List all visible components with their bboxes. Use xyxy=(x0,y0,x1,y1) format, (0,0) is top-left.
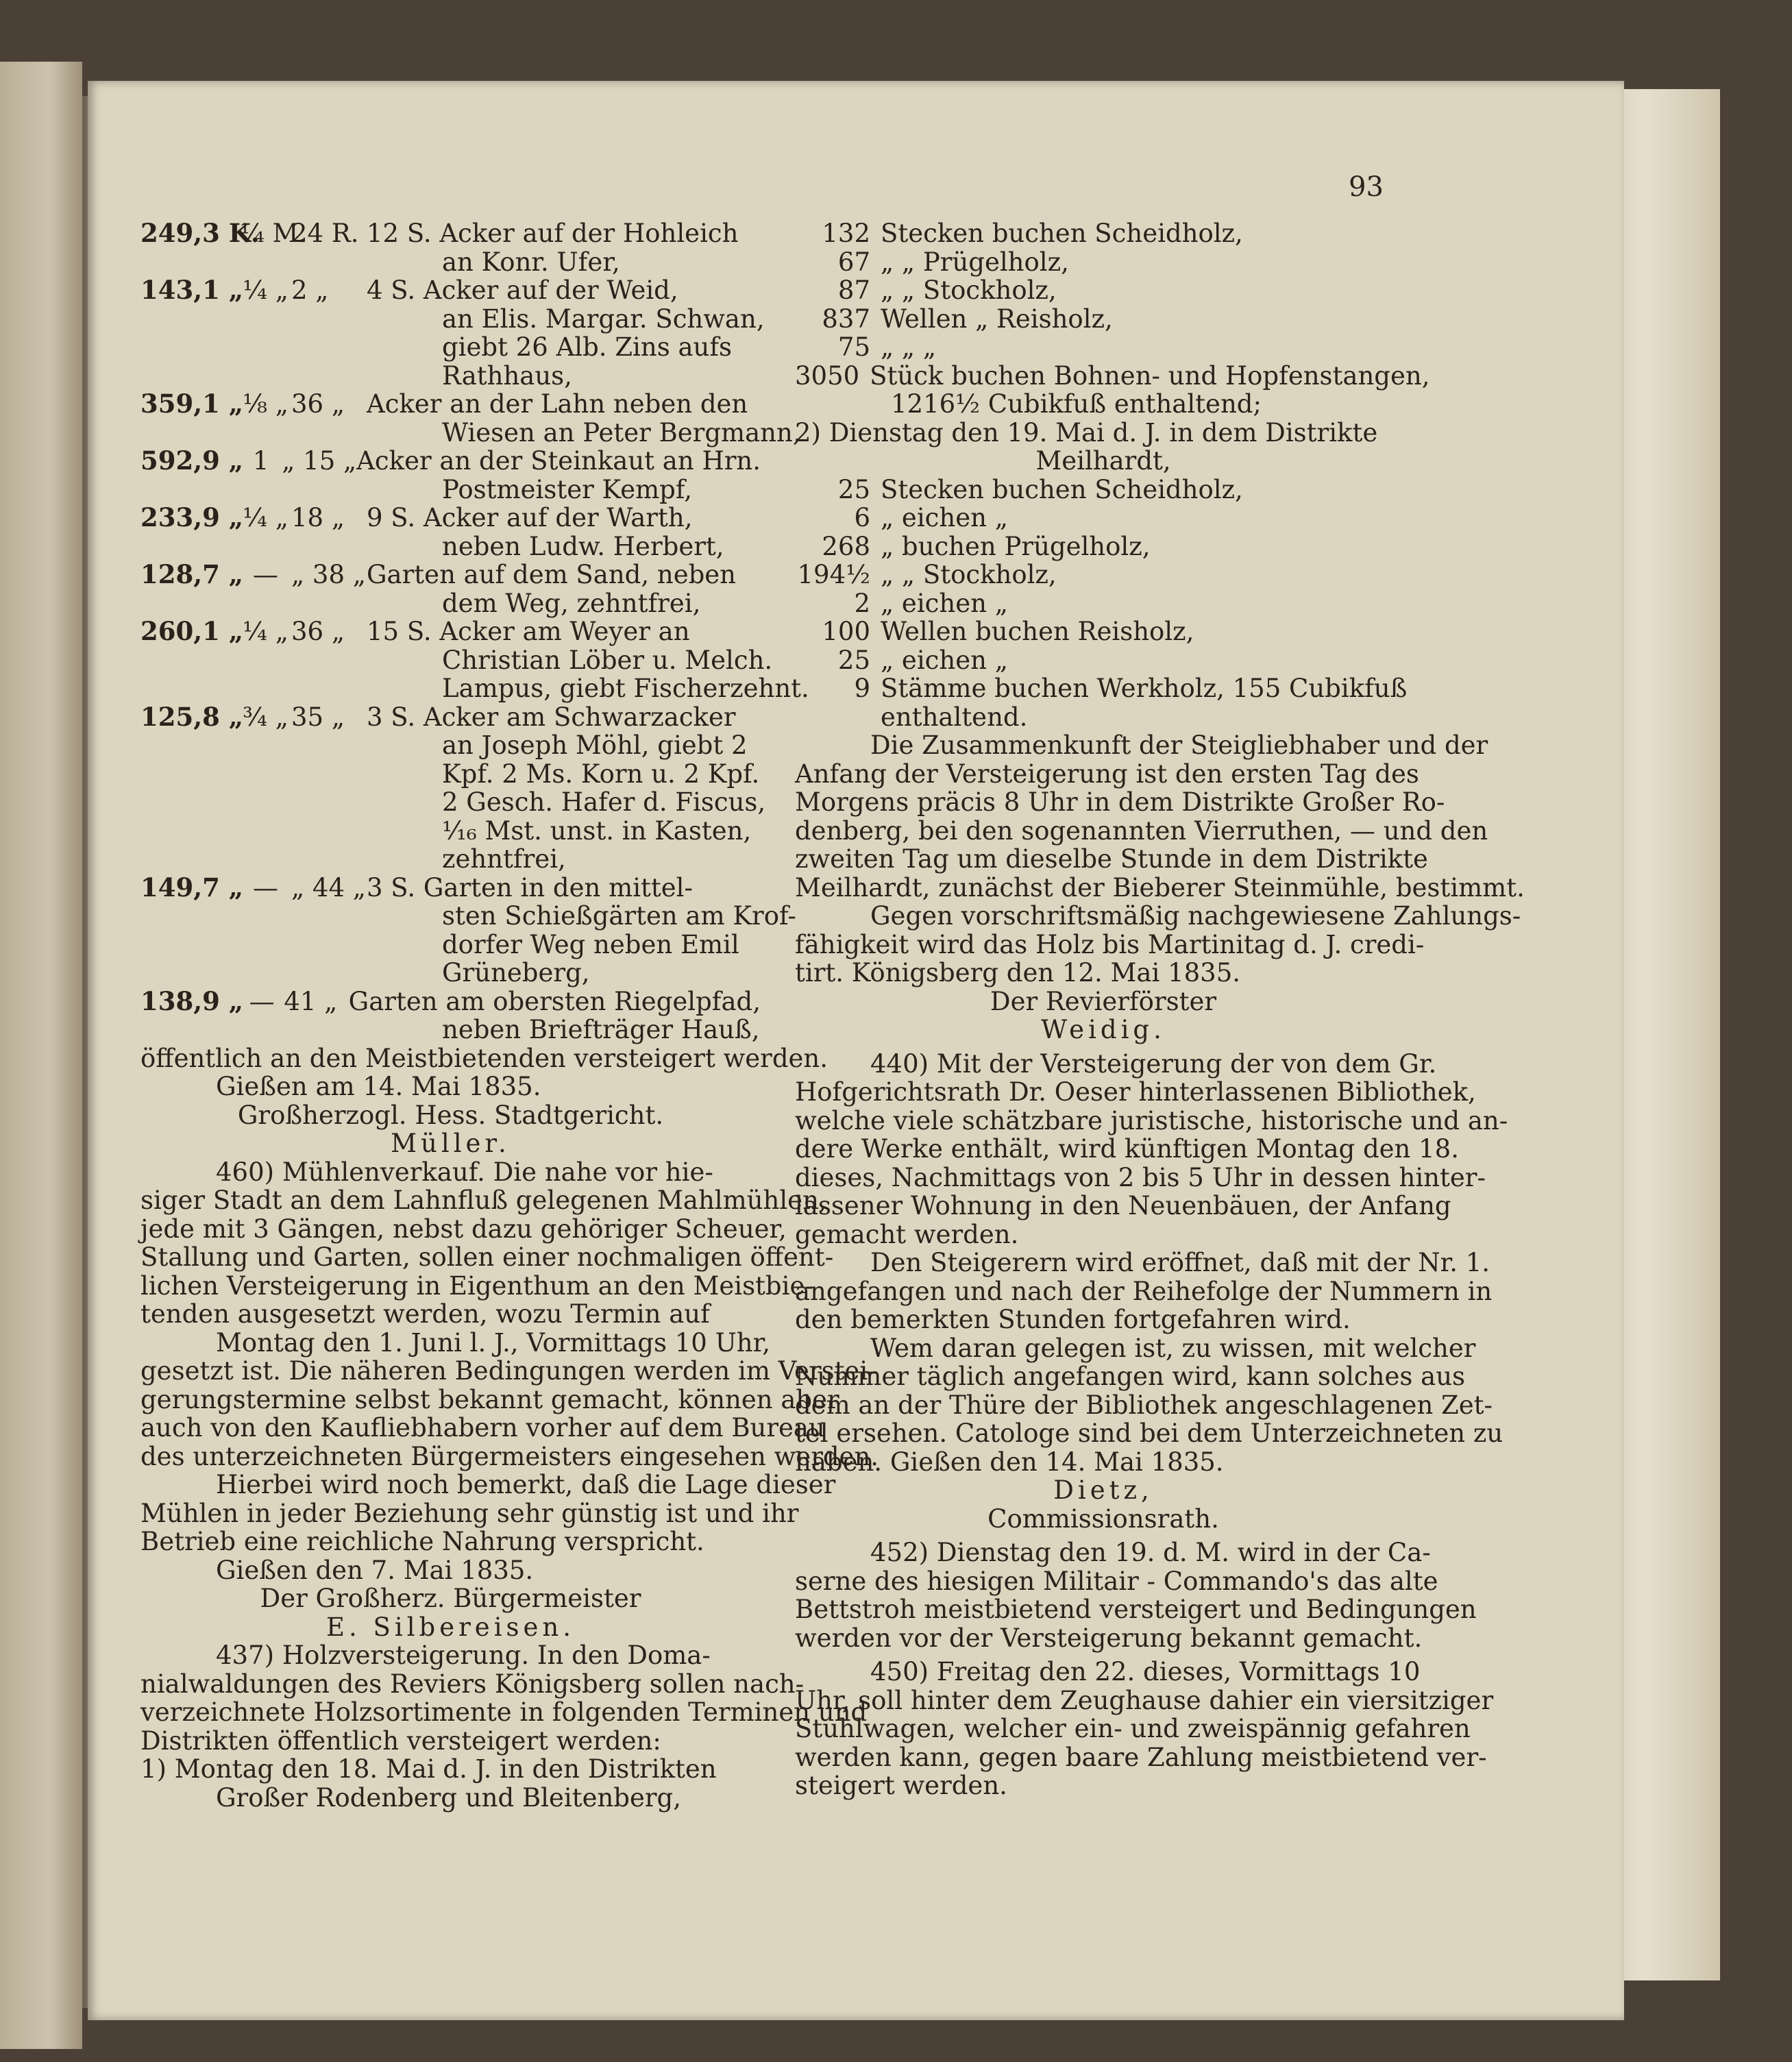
parcel-description: Garten am obersten Riegelpfad, xyxy=(348,986,761,1016)
wood-quantity: 268 xyxy=(822,531,870,561)
wood-type: „ eichen „ xyxy=(881,645,1008,675)
notice-437-text: Gegen vorschriftsmäßig nachgewiesene Zahlungs- xyxy=(870,901,1521,931)
parcel-description-cont: ¹⁄₁₆ Mst. unst. in Kasten, xyxy=(442,815,752,846)
notice-440-line: Hofgerichtsrath Dr. Oeser hinterlassenen Bibliothek, xyxy=(795,1077,1476,1107)
parcel-description-cont: neben Briefträger Hauß, xyxy=(442,1015,760,1044)
notice-460-line: auch von den Kaufliebhabern vorher auf dem Bureau xyxy=(140,1413,825,1443)
forester-name: Weidig. xyxy=(1041,1015,1166,1044)
parcel-number: 249,3 K. xyxy=(140,218,260,248)
parcel-entry xyxy=(140,703,761,732)
wood-type: „ buchen Prügelholz, xyxy=(881,531,1151,561)
parcel-number: 149,7 „ xyxy=(140,872,244,903)
wood-quantity: 87 xyxy=(837,275,870,305)
parcel-description: 4 S. Acker auf der Weid, xyxy=(367,275,678,305)
parcel-description-cont: Christian Löber u. Melch. xyxy=(442,645,773,675)
notice-440-line: gemacht werden. xyxy=(795,1219,1019,1249)
parcel-morgen: ¼ „ xyxy=(243,503,289,532)
notice-437-text: tirt. Königsberg den 12. Mai 1835. xyxy=(795,958,1240,987)
notice-452-line: werden vor der Versteigerung bekannt gemacht. xyxy=(795,1623,1423,1653)
parcel-entry xyxy=(140,874,761,903)
parcel-description-cont: Wiesen an Peter Bergmann, xyxy=(442,417,801,447)
parcel-number: 233,9 „ xyxy=(140,502,244,532)
notice-460-line: jede mit 3 Gängen, nebst dazu gehöriger Scheuer, xyxy=(140,1214,787,1244)
wood-type: Stecken buchen Scheidholz, xyxy=(881,219,1243,248)
wood-quantity: 25 xyxy=(837,645,870,675)
wood-lot-row xyxy=(795,617,1412,646)
notice-440-line: haben. Gießen den 14. Mai 1835. xyxy=(795,1447,1224,1477)
notice-437-line: Großer Rodenberg und Bleitenberg, xyxy=(216,1782,682,1813)
parcel-description-cont: dorfer Weg neben Emil xyxy=(442,929,739,959)
notice-460-line: gesetzt ist. Die näheren Bedingungen werden im Verstei- xyxy=(140,1356,876,1386)
wood-type: „ eichen „ xyxy=(881,503,1008,532)
parcel-description: Garten auf dem Sand, neben xyxy=(367,560,737,589)
wood-type: „ „ Stockholz, xyxy=(881,560,1057,589)
wood-lot-row xyxy=(795,305,1412,334)
wood-lot-row xyxy=(795,476,1412,504)
parcel-description: 3 S. Garten in den mittel- xyxy=(367,872,693,903)
right-column xyxy=(795,219,1525,1800)
wood-quantity: 75 xyxy=(837,332,870,362)
court-name: Großherzogl. Hess. Stadtgericht. xyxy=(237,1100,664,1130)
parcel-description-cont: an Elis. Margar. Schwan, xyxy=(442,304,765,334)
wood-quantity: 100 xyxy=(822,617,870,646)
page-number: 93 xyxy=(1349,171,1384,203)
parcel-morgen: ¼ „ xyxy=(243,617,289,646)
parcel-entry xyxy=(140,561,761,589)
notice-450-line: werden kann, gegen baare Zahlung meistbietend ver- xyxy=(795,1742,1487,1772)
notice-450-line: Stuhlwagen, welcher ein- und zweispännig gefahren xyxy=(795,1714,1471,1743)
forester-title: Der Revierförster xyxy=(990,986,1217,1016)
parcel-morgen: — xyxy=(249,986,275,1016)
notice-440-line: dieses, Nachmittags von 2 bis 5 Uhr in dessen hinter- xyxy=(795,1162,1486,1192)
notice-460-signer: E. Silbereisen. xyxy=(326,1612,576,1642)
wood-lot-row xyxy=(795,674,1412,703)
notice-440-line: dere Werke enthält, wird künftigen Montag den 18. xyxy=(795,1134,1459,1164)
parcel-description-cont: Grüneberg, xyxy=(442,958,590,987)
notice-450-line: 450) Freitag den 22. dieses, Vormittags 10 xyxy=(870,1657,1421,1686)
wood-type: Stämme buchen Werkholz, 155 Cubikfuß xyxy=(881,674,1408,703)
parcel-entry xyxy=(140,276,761,305)
parcel-description-cont: Rathhaus, xyxy=(442,360,572,391)
wood-type: Stecken buchen Scheidholz, xyxy=(881,474,1243,504)
notice-date: Gießen am 14. Mai 1835. xyxy=(216,1072,541,1101)
closing-line: öffentlich an den Meistbietenden versteigert werden. xyxy=(140,1043,829,1073)
wood-lot-row xyxy=(795,646,1412,675)
parcel-ruthen: 18 „ xyxy=(291,503,345,532)
parcel-ruthen: „ 15 „ xyxy=(282,446,357,476)
notice-460-line: Stallung und Garten, sollen einer nochmaligen öffent- xyxy=(140,1242,834,1272)
notice-437-text: fähigkeit wird das Holz bis Martinitag d. J. credi- xyxy=(795,929,1425,959)
parcel-description: 9 S. Acker auf der Warth, xyxy=(367,503,693,532)
notice-437-line: 1) Montag den 18. Mai d. J. in den Distrikten xyxy=(140,1754,717,1784)
notice-460-line: 460) Mühlenverkauf. Die nahe vor hie- xyxy=(216,1157,713,1187)
wood-quantity: 9 xyxy=(854,674,870,703)
parcel-number: 138,9 „ xyxy=(140,985,244,1016)
notice-452-line: 452) Dienstag den 19. d. M. wird in der Ca- xyxy=(870,1538,1431,1567)
parcel-number: 359,1 „ xyxy=(140,389,244,419)
parcel-ruthen: „ 44 „ xyxy=(291,872,366,903)
notice-440-line: 440) Mit der Versteigerung der von dem Gr. xyxy=(870,1048,1437,1079)
notice-437-line: Distrikten öffentlich versteigert werden: xyxy=(140,1726,661,1756)
notice-440-line: den bemerkten Stunden fortgefahren wird. xyxy=(795,1305,1351,1334)
notice-450-line: Uhr, soll hinter dem Zeughause dahier ein viersitziger xyxy=(795,1685,1494,1715)
parcel-entry xyxy=(140,504,761,532)
parcel-morgen: — xyxy=(253,872,278,903)
parcel-entry xyxy=(140,390,761,419)
notice-440-line: lassener Wohnung in den Neuenbäuen, der Anfang xyxy=(795,1191,1451,1220)
wood-type: Stück buchen Bohnen- und Hopfenstangen, xyxy=(870,360,1430,391)
parcel-number: 125,8 „ xyxy=(140,701,244,732)
parcel-number: 592,9 „ xyxy=(140,445,244,476)
parcel-entry xyxy=(140,987,761,1016)
notice-440-line: Nummer täglich angefangen wird, kann solches aus xyxy=(795,1362,1466,1391)
wood-lot-row xyxy=(795,333,1412,362)
parcel-ruthen: 2 „ xyxy=(291,275,329,305)
wood-lot-cont: enthaltend. xyxy=(881,702,1028,732)
notice-460-line: siger Stadt an dem Lahnfluß gelegenen Mahlmühlen, xyxy=(140,1186,827,1215)
wood-lot-row xyxy=(795,561,1412,589)
wood-quantity: 837 xyxy=(822,304,870,334)
notice-437-text: Morgens präcis 8 Uhr in dem Distrikte Großer Ro- xyxy=(795,787,1445,817)
parcel-entry xyxy=(140,447,761,476)
wood-quantity: 3050 xyxy=(795,360,860,391)
wood-type: „ „ „ xyxy=(881,332,937,362)
notice-440-line: angefangen und nach der Reihefolge der Nummern in xyxy=(795,1276,1493,1306)
parcel-morgen: ¼ M. xyxy=(240,219,307,248)
parcel-description-cont: dem Weg, zehntfrei, xyxy=(442,588,701,618)
notice-440-line: welche viele schätzbare juristische, historische und an- xyxy=(795,1105,1508,1136)
wood-lot-row xyxy=(795,532,1412,561)
parcel-description: Acker an der Lahn neben den xyxy=(367,389,748,419)
notice-440-line: dem an der Thüre der Bibliothek angeschlagenen Zet- xyxy=(795,1390,1493,1420)
notice-460-signature: Der Großherz. Bürgermeister xyxy=(260,1584,641,1613)
parcel-description-cont: an Joseph Möhl, giebt 2 xyxy=(442,731,748,760)
parcel-description-cont: sten Schießgärten am Krof- xyxy=(442,901,796,931)
parcel-description-cont: giebt 26 Alb. Zins aufs xyxy=(442,332,733,362)
wood-lot-row xyxy=(795,589,1412,618)
parcel-description-cont: Lampus, giebt Fischerzehnt. xyxy=(442,674,809,703)
wood-lot-row xyxy=(795,219,1412,248)
parcel-ruthen: „ 38 „ xyxy=(291,560,366,589)
notice-450-line: steigert werden. xyxy=(795,1771,1007,1800)
day-2-heading: 2) Dienstag den 19. Mai d. J. in dem Distrikte xyxy=(795,417,1378,447)
wood-quantity: 6 xyxy=(854,503,870,532)
notice-440-signer: Dietz, xyxy=(1053,1475,1153,1505)
notice-460-line: tenden ausgesetzt werden, wozu Termin auf xyxy=(140,1299,710,1329)
notice-437-line: nialwaldungen des Reviers Königsberg sollen nach- xyxy=(140,1669,805,1699)
wood-lot-cont: 1216½ Cubikfuß enthaltend; xyxy=(891,389,1262,419)
notice-460-line: lichen Versteigerung in Eigenthum an den Meistbie- xyxy=(140,1271,813,1301)
parcel-description-cont: Postmeister Kempf, xyxy=(442,474,692,504)
wood-type: Wellen „ Reisholz, xyxy=(881,304,1113,334)
wood-quantity: 67 xyxy=(837,247,870,277)
parcel-ruthen: 36 „ xyxy=(291,617,345,646)
notice-460-line: Hierbei wird noch bemerkt, daß die Lage dieser xyxy=(216,1470,836,1499)
parcel-description-cont: Kpf. 2 Ms. Korn u. 2 Kpf. xyxy=(442,759,760,789)
parcel-morgen: ¼ „ xyxy=(243,275,289,305)
notice-460-line: gerungstermine selbst bekannt gemacht, können aber xyxy=(140,1384,839,1414)
parcel-description: 12 S. Acker auf der Hohleich xyxy=(367,219,739,248)
parcel-description: 15 S. Acker am Weyer an xyxy=(367,617,690,646)
wood-type: Wellen buchen Reisholz, xyxy=(881,617,1194,646)
notice-452-line: Bettstroh meistbietend versteigert und Bedingungen xyxy=(795,1595,1477,1624)
notice-460-line: des unterzeichneten Bürgermeisters eingesehen werden. xyxy=(140,1441,879,1471)
notice-437-text: denberg, bei den sogenannten Vierruthen, — und den xyxy=(795,815,1488,846)
wood-lot-row xyxy=(795,504,1412,532)
notice-437-text: zweiten Tag um dieselbe Stunde in dem Distrikte xyxy=(795,844,1428,874)
day-2-district: Meilhardt, xyxy=(1035,446,1171,476)
notice-437-line: 437) Holzversteigerung. In den Doma- xyxy=(216,1641,711,1670)
parcel-number: 128,7 „ xyxy=(140,559,244,589)
wood-quantity: 132 xyxy=(822,219,870,248)
signer: Müller. xyxy=(391,1129,511,1158)
parcel-description: Acker an der Steinkaut an Hrn. xyxy=(356,446,761,476)
notice-460-line: Mühlen in jeder Beziehung sehr günstig ist und ihr xyxy=(140,1498,799,1528)
parcel-description-cont: 2 Gesch. Hafer d. Fiscus, xyxy=(442,787,766,817)
parcel-ruthen: 24 R. xyxy=(291,219,359,248)
wood-lot-row xyxy=(795,360,1430,391)
parcel-number: 143,1 „ xyxy=(140,275,244,305)
notice-452-line: serne des hiesigen Militair - Commando's das alte xyxy=(795,1566,1438,1596)
notice-437-text: Anfang der Versteigerung ist den ersten Tag des xyxy=(795,759,1419,789)
parcel-number: 260,1 „ xyxy=(140,616,244,646)
notice-440-line: Wem daran gelegen ist, zu wissen, mit welcher xyxy=(870,1333,1476,1363)
wood-type: „ eichen „ xyxy=(881,588,1008,618)
parcel-entry xyxy=(140,219,761,248)
parcel-description: 3 S. Acker am Schwarzacker xyxy=(367,702,736,732)
facing-page-edge xyxy=(0,62,82,2049)
notice-460-line: Betrieb eine reichliche Nahrung verspricht. xyxy=(140,1527,704,1556)
wood-quantity: 194½ xyxy=(797,560,870,589)
parcel-morgen: — xyxy=(253,560,278,589)
notice-437-text: Die Zusammenkunft der Steigliebhaber und der xyxy=(870,731,1488,760)
notice-437-line: verzeichnete Holzsortimente in folgenden Terminen und xyxy=(140,1697,868,1727)
notice-460-line: Montag den 1. Juni l. J., Vormittags 10 Uhr, xyxy=(216,1327,770,1358)
notice-440-line: tel ersehen. Catologe sind bei dem Unterzeichneten zu xyxy=(795,1419,1503,1448)
parcel-description-cont: an Konr. Ufer, xyxy=(442,247,620,277)
wood-type: „ „ Prügelholz, xyxy=(881,247,1069,277)
parcel-ruthen: 36 „ xyxy=(291,389,345,419)
notice-460-line: Gießen den 7. Mai 1835. xyxy=(216,1555,534,1585)
parcel-morgen: ¾ „ xyxy=(243,702,289,732)
wood-lot-row xyxy=(795,248,1412,277)
notice-437-text: Meilhardt, zunächst der Bieberer Steinmühle, bestimmt. xyxy=(795,872,1525,903)
notice-440-line: Den Steigerern wird eröffnet, daß mit der Nr. 1. xyxy=(870,1248,1490,1277)
wood-type: „ „ Stockholz, xyxy=(881,275,1057,305)
parcel-description-cont: neben Ludw. Herbert, xyxy=(442,531,724,561)
notice-440-title: Commissionsrath. xyxy=(987,1503,1219,1534)
wood-quantity: 2 xyxy=(854,588,870,618)
parcel-morgen: 1 xyxy=(252,446,269,476)
wood-quantity: 25 xyxy=(837,474,870,504)
parcel-ruthen: 41 „ xyxy=(284,986,338,1016)
parcel-entry xyxy=(140,617,761,646)
parcel-ruthen: 35 „ xyxy=(291,702,345,732)
parcel-description-cont: zehntfrei, xyxy=(442,844,566,874)
parcel-morgen: ⅛ „ xyxy=(243,389,289,419)
wood-lot-row xyxy=(795,276,1412,305)
